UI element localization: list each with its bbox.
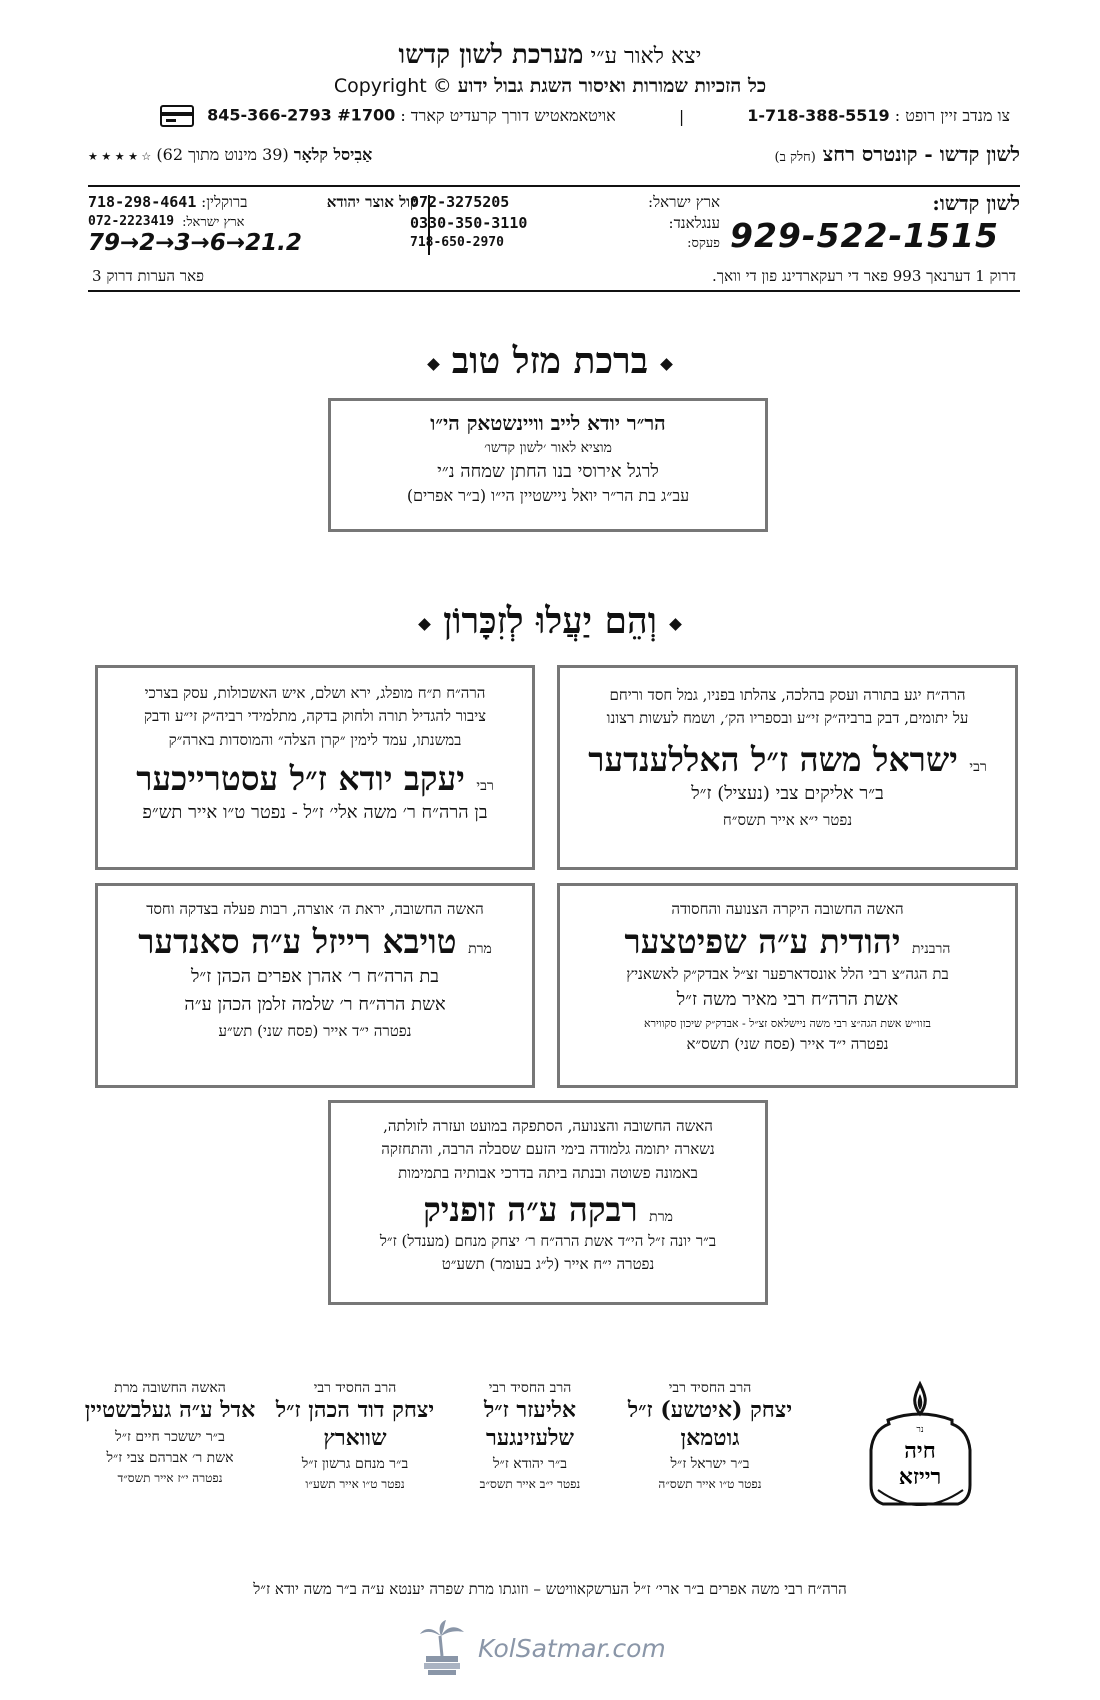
phone-box — [88, 185, 1020, 292]
mem-title: הרב החסיד רבי — [668, 1380, 752, 1396]
menu-sequence: 79→2→3→6→21.2 — [88, 230, 302, 256]
mem-surname: שלעזינגער — [486, 1424, 574, 1451]
publisher-prefix: יצא לאור ע״י — [590, 44, 702, 69]
name-prefix: הרבנית — [912, 941, 951, 958]
footer-logo[interactable] — [418, 1618, 698, 1678]
candle-name-2: רייזא — [898, 1464, 942, 1490]
brooklyn-phone[interactable]: 718-298-4641 — [88, 193, 197, 211]
father-name: בן הרה״ח ר׳ משה אלי׳ ז״ל - נפטר ט״ו אייר תש״פ — [142, 802, 488, 823]
fax-phone[interactable]: 718-650-2970 — [410, 235, 504, 250]
mazel-line-2: מוציא לאור ׳לשון קדשו׳ — [484, 440, 612, 456]
small-memorial-gelbstein — [70, 1380, 270, 1486]
divider — [428, 195, 430, 255]
memorial-box-spitzer — [557, 883, 1018, 1088]
passing-date: נפטרה י״ד אייר (פסח שני) תש״ע — [218, 1022, 412, 1041]
lashon-title: לשון קדשו: — [932, 191, 1020, 215]
comments-instructions: פאר הערות דרוק 3 — [92, 267, 204, 285]
memorial-box-estreicher — [95, 665, 535, 870]
reading-info — [88, 145, 372, 165]
box-intro: האשה החשובה, יראת ה׳ אוצרה, רבות פעלה בצדקה וחסד — [146, 900, 484, 918]
mem-father: ב״ר יששכר חיים ז״ל — [115, 1428, 225, 1445]
small-memorial-schwartz — [270, 1380, 440, 1492]
name-prefix: מרת — [649, 1208, 673, 1225]
main-phone[interactable]: 929-522-1515 — [730, 216, 1000, 255]
auto-card-number[interactable]: 845-366-2793 #1700 — [207, 105, 396, 125]
mazel-tov-title-text: ברכת מזל טוב — [451, 340, 649, 382]
father-name: בת הגה״צ רבי הלל אונסדארפער זצ״ל אבדק״ק לאשאניץ — [626, 964, 949, 983]
mem-date: נפטר ט״ו אייר תשע״ו — [305, 1477, 405, 1491]
mem-date: נפטר ט״ו אייר תשס״ה — [658, 1477, 762, 1491]
israel-label: ארץ ישראל: — [648, 193, 720, 211]
name-prefix: רבי — [476, 777, 494, 794]
deceased-name: יהודית ע״ה שפיטצער — [624, 922, 901, 962]
small-memorial-schlesinger — [445, 1380, 615, 1492]
memorial-title — [0, 600, 1100, 642]
mazel-line-1: הר״ר יודא לייב וויינשטאק הי״ו — [430, 411, 666, 435]
auto-card-block — [160, 105, 616, 127]
donate-phone[interactable]: 1-718-388-5519 — [747, 106, 890, 125]
fax-label: פעקס: — [687, 236, 720, 251]
passing-date: נפטרה י״ח אייר (ל״ג בעומר) תשע״ט — [441, 1255, 655, 1274]
mem-father: ב״ר יהודא ז״ל — [492, 1456, 568, 1472]
box-intro: האשה החשובה היקרה הצנועה והחסודה — [671, 900, 904, 918]
candle-icon — [858, 1380, 983, 1520]
series-part: (חלק ב) — [774, 150, 816, 165]
avisel-label: אַבִיסל קלאָר — [293, 144, 373, 164]
husband-name: אשת הרה״ח רבי מאיר משה ז״ל — [676, 988, 899, 1010]
mem-surname: גוטמאן — [680, 1424, 740, 1451]
rating-stars: ★ ★ ★ ★ ☆ — [88, 149, 152, 163]
mem-date: נפטר י״ב אייר תשס״ב — [479, 1477, 581, 1491]
box-intro: נשארה יתומה גלמודה בימי הזעם שסבלה הרבה, והתחזקה — [381, 1140, 715, 1159]
mem-name: אדל ע״ה געלבשטיין — [84, 1397, 256, 1423]
mem-husband: אשת ר׳ אברהם צבי ז״ל — [106, 1449, 234, 1466]
israel2-phone[interactable]: 072-2223419 — [88, 214, 175, 229]
mazel-line-3: לרגל אירוסי בנו החתן שמחה נ״י — [437, 461, 659, 482]
auto-card-label: אויטאמאטיש דורך קרעדיט קארד : — [400, 105, 616, 125]
reading-time: (39 מינוט מתוך 62) — [156, 144, 289, 164]
mem-date: נפטרה י״ז אייר תשס״ד — [117, 1470, 223, 1485]
site-link[interactable]: KolSatmar.com — [478, 1633, 666, 1663]
mazel-line-4: עב״ג בת הר״ר יואל ניישטיין הי״ו (ב״ר אפרים) — [406, 486, 690, 505]
deceased-name: ישראל משה ז״ל האללענדער — [588, 739, 958, 779]
phone-box-footer — [88, 267, 1020, 286]
copyright-text: Copyright © — [333, 75, 452, 97]
israel2-label: ארץ ישראל: — [182, 215, 245, 230]
palm-tree-books-icon — [418, 1620, 466, 1676]
mem-title: הרב החסיד רבי — [313, 1380, 397, 1396]
box-intro: במשנתו, עמד לימין ״קרן הצלה״ והמוסדות בארה״ק — [168, 730, 462, 749]
recording-instructions: דרוק 1 דערנאך 993 פאר די רעקארדינג פון די וואך. — [712, 267, 1016, 285]
passing-date: נפטרה י״ד אייר (פסח שני) תשס״א — [686, 1035, 889, 1054]
box-intro: הרה״ח יגע בתורה ועסק בהלכה, צהלתו בפניו, גמל חסד וריחם — [609, 686, 966, 704]
deceased-name: טויבא רייזל ע״ה סאנדער — [138, 922, 457, 962]
father-name: ב״ר יונה ז״ל הי״ד אשת הרה״ח ר׳ יצחק מנחם (מענדל) ז״ל — [379, 1232, 717, 1250]
credit-card-icon — [160, 105, 194, 127]
donate-label: צו מנדב זיין רופט : — [894, 106, 1010, 125]
mem-name: יצחק דוד הכהן ז״ל — [275, 1397, 435, 1423]
publisher-line — [0, 40, 1100, 70]
israel-phone[interactable]: 072-3275205 — [410, 193, 510, 211]
second-husband: בזוו״ש אשת הגה״צ רבי משה ניישלאס זצ״ל - אבדק״ק שיכון סקווירא — [644, 1016, 931, 1030]
diamond-icon — [418, 618, 431, 631]
memorial-box-hollender — [557, 665, 1018, 870]
separator: | — [678, 106, 685, 126]
mem-name: אליעזר ז״ל — [483, 1397, 577, 1423]
publisher-title: מערכת לשון קדשו — [398, 40, 584, 70]
mem-surname: שווארץ — [323, 1424, 387, 1451]
candle-logo — [858, 1380, 983, 1520]
box-intro: על יתומים, דבק ברביה״ק זי״ע ובספריו הק׳, ושמח לעשות רצונו — [606, 709, 969, 728]
box-intro: הרה״ח ת״ח מופלג, ירא ושלם, איש האשכולות, עסק בצרכי — [144, 684, 486, 702]
box-intro: ציבור להגדיל תורה ולחוק בדקה, מתלמידי רביה״ק זי״ע ודבק — [143, 707, 487, 726]
mem-father: ב״ר ישראל ז״ל — [670, 1456, 750, 1472]
diamond-icon — [669, 618, 682, 631]
passing-date: נפטר י״א אייר תשס״ח — [722, 810, 853, 829]
diamond-icon — [660, 358, 673, 371]
donate-block — [747, 106, 1010, 126]
brooklyn-label: ברוקלין: — [201, 193, 248, 211]
husband-name: אשת הרה״ח ר׳ שלמה זלמן הכהן ע״ה — [184, 994, 446, 1016]
small-memorial-gutman — [625, 1380, 795, 1492]
mazel-tov-title — [0, 340, 1100, 382]
series-title — [775, 142, 1020, 167]
england-phone[interactable]: 0330-350-3110 — [410, 214, 528, 232]
england-label: ענגלאנד: — [668, 214, 720, 232]
mem-name: יצחק (איטשע) ז״ל — [627, 1397, 793, 1423]
father-name: בת הרה״ח ר׳ אהרן אפרים הכהן ז״ל — [190, 965, 439, 987]
memorial-title-text: וְהֵם יַעֲלוּ לְזִכָּרוֹן — [443, 600, 657, 642]
dedication-line: הרה״ח רבי משה אפרים ב״ר ארי׳ ז״ל הערשקאוויטש – וזוגתו מרת שפרה יענטא ע״ה ב״ר משה יודא ז״ל — [253, 1580, 847, 1598]
box-intro: באמונה פשוטה ובנתה ביתה בדרכי אבותיה בתמימות — [398, 1163, 698, 1182]
name-prefix: רבי — [969, 758, 987, 775]
deceased-name: רבקה ע״ה זופניק — [423, 1189, 638, 1229]
rights-text: כל הזכיות שמורות ואיסור השגת גבול ידוע — [457, 75, 767, 97]
name-prefix: מרת — [468, 941, 492, 958]
copyright-line — [0, 75, 1100, 98]
father-name: ב״ר אליקים צבי (נעציל) ז״ל — [691, 782, 884, 804]
series-line — [88, 142, 1020, 167]
mem-title: הרב החסיד רבי — [488, 1380, 572, 1396]
memorial-box-sander — [95, 883, 535, 1088]
candle-top-word: נר — [916, 1425, 924, 1435]
candle-name-1: חיה — [904, 1438, 936, 1464]
mem-father: ב״ר מנחם גרשון ז״ל — [301, 1456, 409, 1472]
diamond-icon — [427, 358, 440, 371]
mazel-tov-box — [328, 398, 768, 532]
mem-title: האשה החשובה מרת — [114, 1380, 226, 1396]
memorial-box-zupnik — [328, 1100, 768, 1305]
box-intro: האשה החשובה והצנועה, הסתפקה במועט ועזרה לזולתה, — [383, 1117, 713, 1135]
deceased-name: יעקב יודא ז״ל עסטרייכער — [136, 758, 465, 798]
series-title-text: לשון קדשו - קונטרס רחצ — [822, 142, 1020, 166]
kol-otzar-title: קול אוצר יהודא — [326, 193, 418, 211]
donate-line — [160, 105, 1010, 127]
